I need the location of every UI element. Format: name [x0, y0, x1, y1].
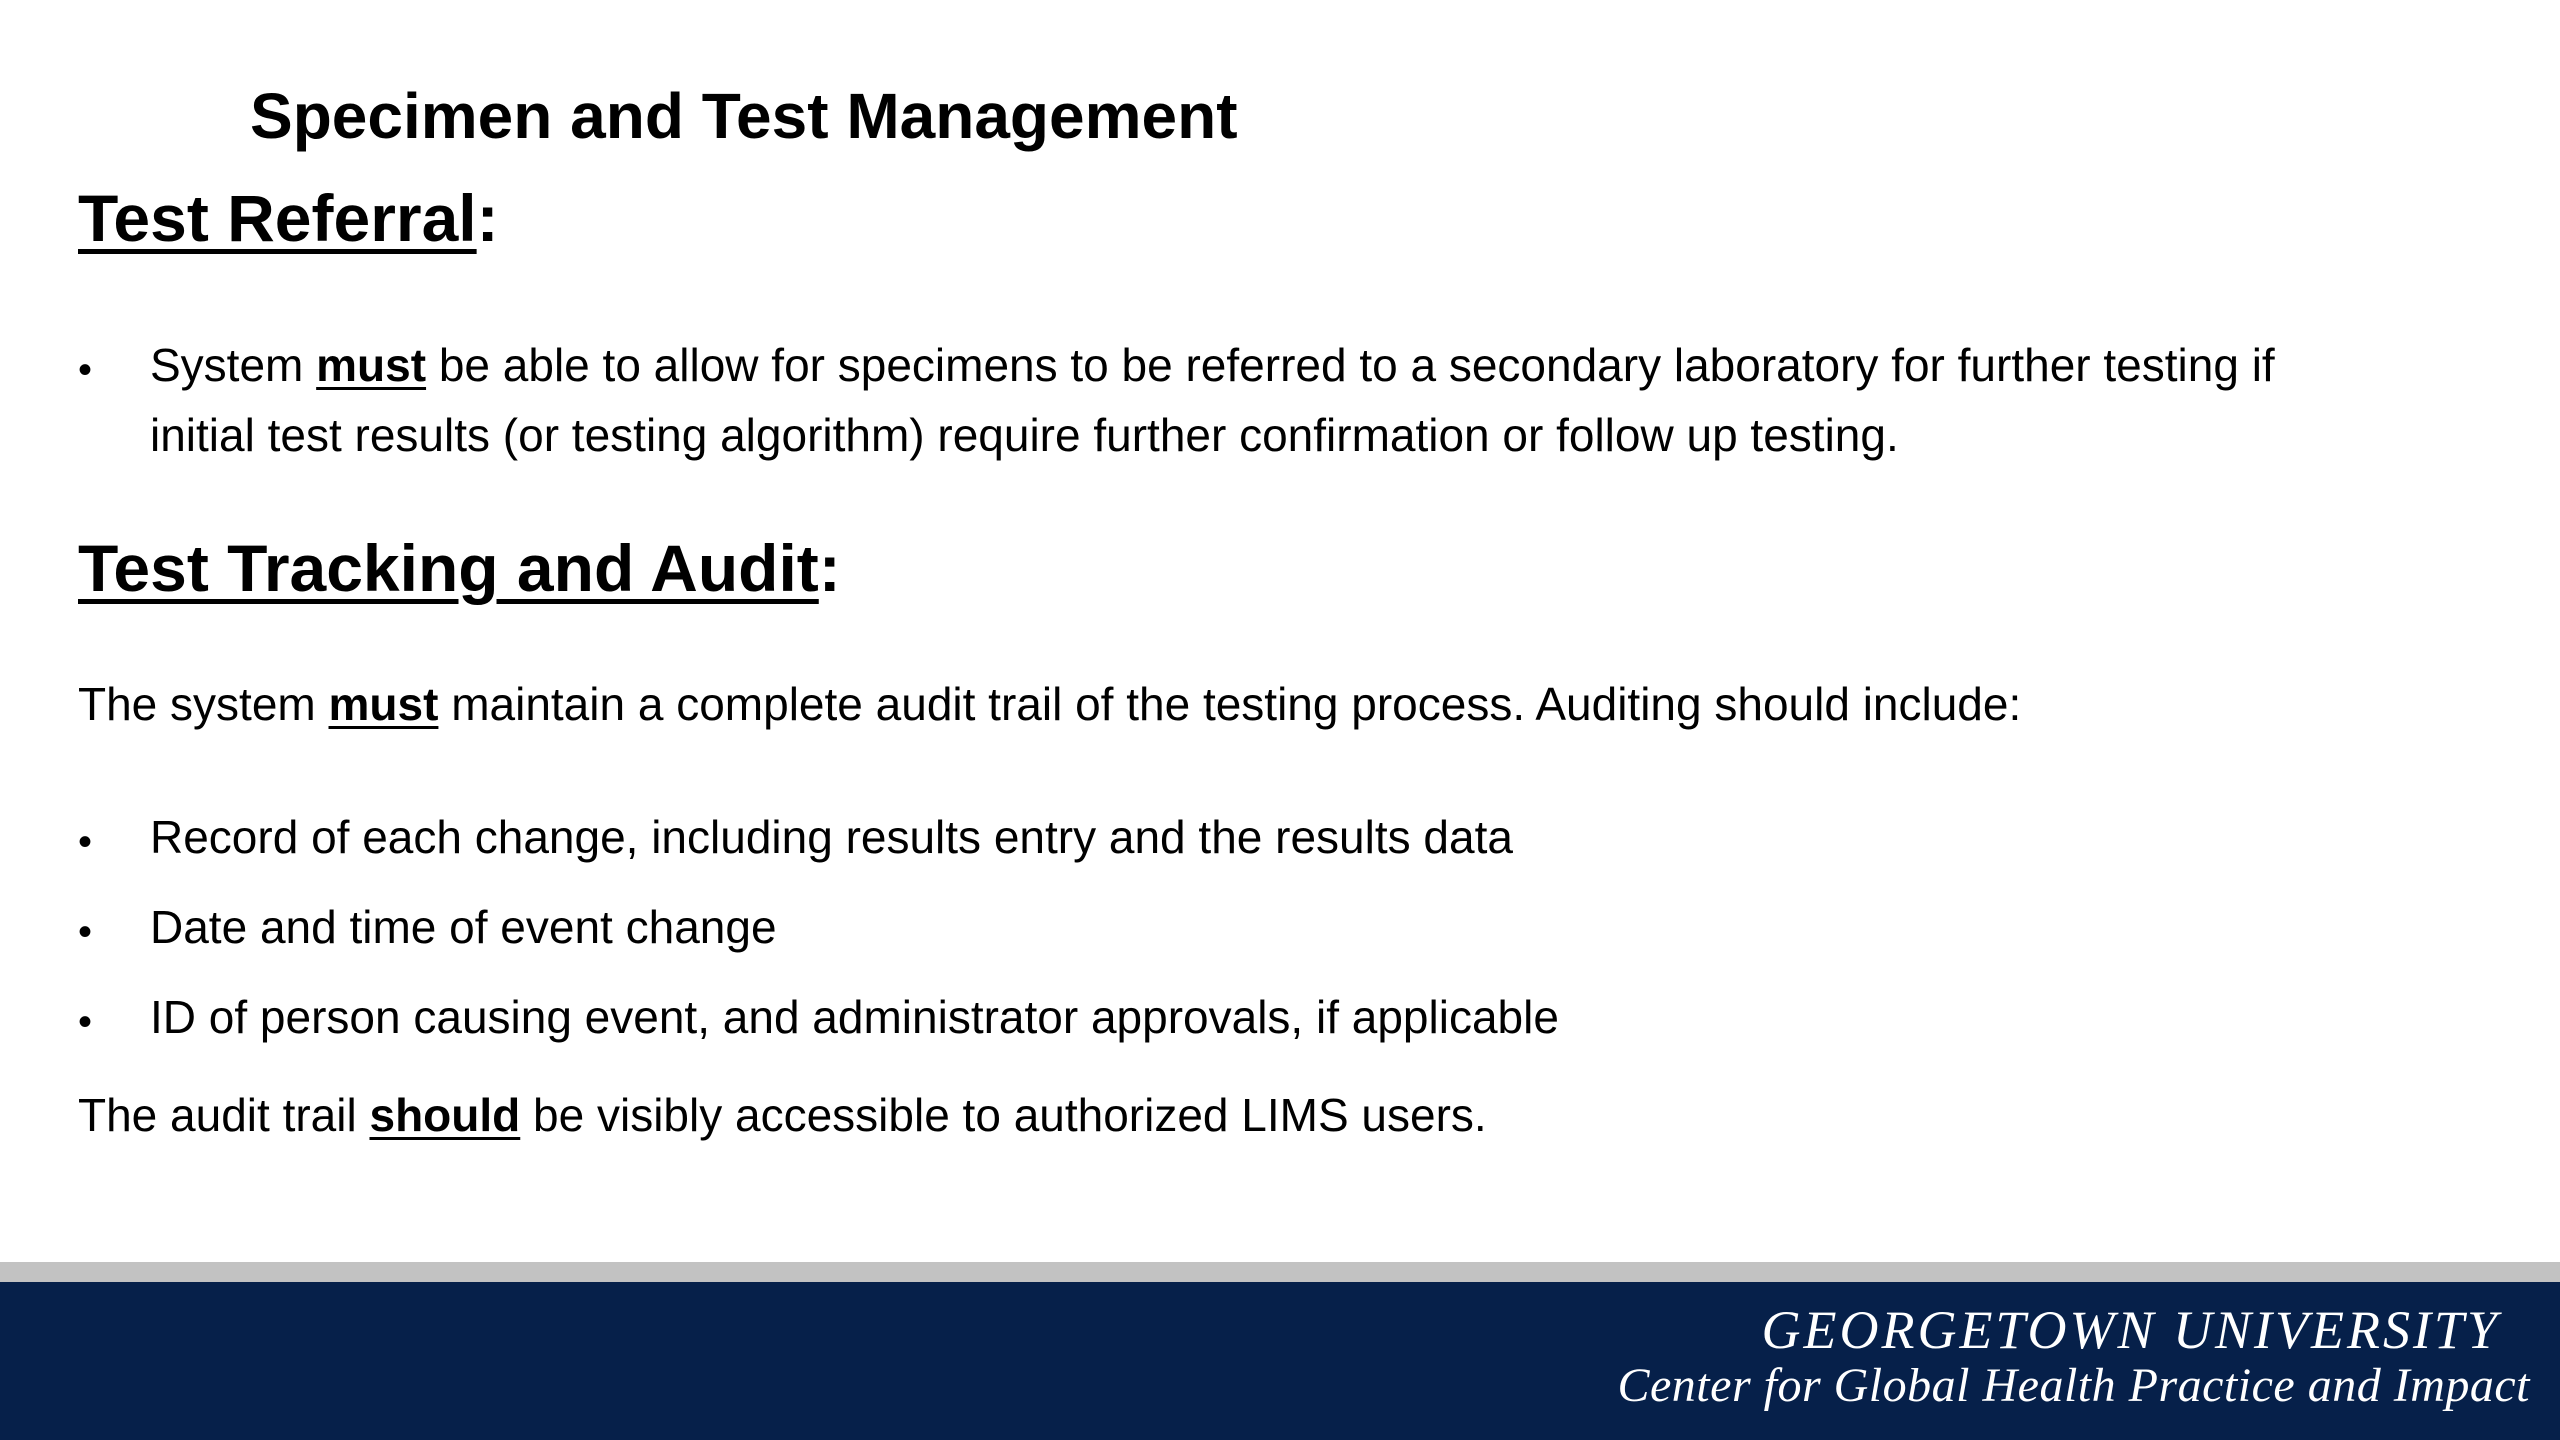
closing-after: be visibly accessible to authorized LIMS users. [520, 1089, 1487, 1141]
bullet-text-line2: initial test results (or testing algorithm) require further confirmation or follow up testing. [150, 409, 1899, 461]
footer-divider [0, 1262, 2560, 1282]
emphasis-should: should [369, 1089, 521, 1141]
intro-after: maintain a complete audit trail of the testing process. Auditing should include: [438, 678, 2022, 730]
section-heading-test-referral [78, 178, 499, 258]
audit-intro-paragraph [78, 669, 2021, 739]
bullet-text: Record of each change, including results entry and the results data [150, 811, 1513, 863]
audit-closing-paragraph [78, 1080, 1487, 1150]
bullet-item-person-id [78, 982, 2498, 1052]
emphasis-must: must [316, 339, 427, 391]
footer-bar [0, 1282, 2560, 1440]
logo-line-center: Center for Global Health Practice and Impact [1617, 1359, 2530, 1412]
bullet-dot: • [78, 820, 93, 864]
bullet-text-before: System [150, 339, 317, 391]
heading-colon: : [818, 531, 841, 605]
georgetown-logo [1530, 1302, 2530, 1414]
emphasis-must: must [328, 678, 439, 730]
bullet-dot: • [78, 910, 93, 954]
bullet-dot: • [78, 1000, 93, 1044]
bullet-dot: • [78, 348, 93, 392]
bullet-item-referral [78, 330, 2498, 470]
bullet-item-record [78, 802, 2498, 872]
bullet-text: ID of person causing event, and administrator approvals, if applicable [150, 991, 1559, 1043]
slide-title: Specimen and Test Management [250, 80, 1238, 152]
bullet-text [150, 330, 2498, 470]
heading-text: Test Referral [78, 181, 477, 255]
closing-before: The audit trail [78, 1089, 370, 1141]
section-heading-test-tracking [78, 528, 841, 608]
heading-colon: : [476, 181, 499, 255]
heading-text: Test Tracking and Audit [78, 531, 819, 605]
bullet-text-after: be able to allow for specimens to be referred to a secondary laboratory for further testing if [426, 339, 2275, 391]
bullet-item-date-time [78, 892, 2498, 962]
intro-before: The system [78, 678, 329, 730]
bullet-text: Date and time of event change [150, 901, 777, 953]
logo-line-university: GEORGETOWN UNIVERSITY [1761, 1300, 2500, 1360]
